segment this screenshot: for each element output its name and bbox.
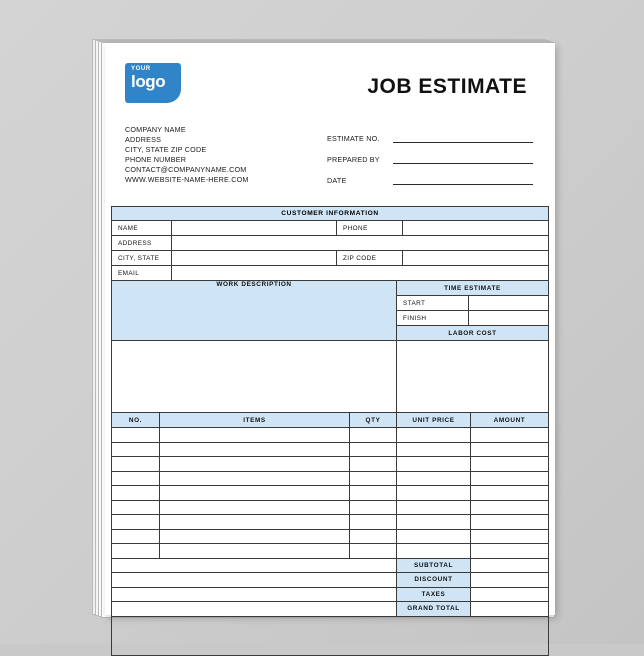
meta-label: PREPARED BY	[327, 155, 380, 164]
meta-row-date	[327, 175, 539, 185]
cell-qty[interactable]	[350, 471, 397, 486]
cell-unit-price[interactable]	[397, 428, 471, 443]
field-label-phone: PHONE	[337, 221, 403, 236]
customer-address-input[interactable]	[172, 236, 549, 251]
cell-unit-price[interactable]	[397, 529, 471, 544]
work-and-time-table	[111, 280, 549, 413]
table-row	[112, 471, 549, 486]
totals-spacer	[112, 558, 397, 573]
date-input[interactable]	[393, 175, 533, 185]
cell-qty[interactable]	[350, 457, 397, 472]
cell-amount[interactable]	[471, 515, 549, 530]
estimate-no-input[interactable]	[393, 133, 533, 143]
cell-qty[interactable]	[350, 515, 397, 530]
line-items-body	[112, 428, 549, 559]
form-header	[111, 49, 549, 103]
table-row	[112, 341, 549, 413]
customer-information-heading: CUSTOMER INFORMATION	[111, 206, 549, 221]
cell-amount[interactable]	[471, 500, 549, 515]
table-row	[112, 266, 549, 281]
cell-item[interactable]	[160, 442, 350, 457]
field-label-start: START	[397, 296, 469, 311]
time-start-input[interactable]	[469, 296, 549, 311]
page-title: JOB ESTIMATE	[367, 75, 527, 98]
prepared-by-input[interactable]	[393, 154, 533, 164]
cell-no[interactable]	[112, 428, 160, 443]
cell-qty[interactable]	[350, 428, 397, 443]
logo-line-2: logo	[131, 72, 166, 91]
cell-amount[interactable]	[471, 457, 549, 472]
customer-phone-input[interactable]	[403, 221, 549, 236]
company-logo	[125, 63, 181, 103]
column-header-no: NO.	[112, 413, 160, 428]
table-row	[112, 544, 549, 559]
cell-qty[interactable]	[350, 442, 397, 457]
cell-item[interactable]	[160, 515, 350, 530]
cell-unit-price[interactable]	[397, 500, 471, 515]
cell-no[interactable]	[112, 486, 160, 501]
column-header-unit-price: UNIT PRICE	[397, 413, 471, 428]
cell-amount[interactable]	[471, 529, 549, 544]
totals-spacer	[112, 587, 397, 602]
meta-label: ESTIMATE NO.	[327, 134, 380, 143]
cell-no[interactable]	[112, 544, 160, 559]
totals-label-taxes: TAXES	[397, 587, 471, 602]
field-label-zip-code: ZIP CODE	[337, 251, 403, 266]
column-header-qty: QTY	[350, 413, 397, 428]
table-row	[112, 221, 549, 236]
cell-no[interactable]	[112, 442, 160, 457]
cell-no[interactable]	[112, 457, 160, 472]
cell-no[interactable]	[112, 529, 160, 544]
table-row	[112, 251, 549, 266]
customer-email-input[interactable]	[172, 266, 549, 281]
customer-city-state-input[interactable]	[172, 251, 337, 266]
cell-item[interactable]	[160, 529, 350, 544]
estimate-meta-fields	[305, 125, 539, 196]
cell-amount[interactable]	[471, 486, 549, 501]
field-label-city-state: CITY, STATE	[112, 251, 172, 266]
line-items-header-row	[112, 413, 549, 428]
taxes-value[interactable]	[471, 587, 549, 602]
totals-label-discount: DISCOUNT	[397, 573, 471, 588]
customer-zip-input[interactable]	[403, 251, 549, 266]
cell-unit-price[interactable]	[397, 515, 471, 530]
cell-amount[interactable]	[471, 544, 549, 559]
table-row	[112, 486, 549, 501]
cell-qty[interactable]	[350, 544, 397, 559]
meta-label: DATE	[327, 176, 347, 185]
table-row	[112, 587, 549, 602]
cell-no[interactable]	[112, 500, 160, 515]
cell-unit-price[interactable]	[397, 544, 471, 559]
customer-name-input[interactable]	[172, 221, 337, 236]
table-row	[112, 573, 549, 588]
totals-spacer	[112, 573, 397, 588]
cell-amount[interactable]	[471, 428, 549, 443]
cell-unit-price[interactable]	[397, 486, 471, 501]
field-label-finish: FINISH	[397, 311, 469, 326]
cell-item[interactable]	[160, 486, 350, 501]
totals-label-grand-total: GRAND TOTAL	[397, 602, 471, 617]
estimate-form-page	[105, 43, 555, 615]
field-label-address: ADDRESS	[112, 236, 172, 251]
column-header-amount: AMOUNT	[471, 413, 549, 428]
time-estimate-heading: TIME ESTIMATE	[397, 281, 549, 296]
table-row	[112, 515, 549, 530]
cell-unit-price[interactable]	[397, 471, 471, 486]
cell-amount[interactable]	[471, 442, 549, 457]
table-row	[112, 558, 549, 573]
discount-value[interactable]	[471, 573, 549, 588]
company-line: WWW.WEBSITE-NAME-HERE.COM	[125, 175, 249, 184]
company-line: CITY, STATE ZIP CODE	[125, 145, 207, 154]
cell-qty[interactable]	[350, 500, 397, 515]
table-row	[112, 236, 549, 251]
table-row	[112, 428, 549, 443]
cell-amount[interactable]	[471, 471, 549, 486]
time-finish-input[interactable]	[469, 311, 549, 326]
logo-line-1: YOUR	[131, 66, 151, 72]
cell-item[interactable]	[160, 428, 350, 443]
company-and-meta	[111, 103, 549, 206]
work-description-input[interactable]	[112, 341, 397, 413]
table-row	[112, 457, 549, 472]
table-row	[112, 500, 549, 515]
cell-item[interactable]	[160, 471, 350, 486]
table-row	[112, 281, 549, 296]
table-row	[112, 529, 549, 544]
company-line: COMPANY NAME	[125, 125, 186, 134]
company-line: CONTACT@COMPANYNAME.COM	[125, 165, 247, 174]
column-header-items: ITEMS	[160, 413, 350, 428]
field-label-email: EMAIL	[112, 266, 172, 281]
line-items-table	[111, 412, 549, 559]
field-label-name: NAME	[112, 221, 172, 236]
labor-cost-input[interactable]	[397, 341, 549, 413]
cell-unit-price[interactable]	[397, 442, 471, 457]
cell-qty[interactable]	[350, 486, 397, 501]
cell-item[interactable]	[160, 544, 350, 559]
company-line: PHONE NUMBER	[125, 155, 187, 164]
totals-table	[111, 558, 549, 617]
labor-cost-heading: LABOR COST	[397, 326, 549, 341]
cell-unit-price[interactable]	[397, 457, 471, 472]
cell-qty[interactable]	[350, 529, 397, 544]
cell-no[interactable]	[112, 515, 160, 530]
grand-total-value[interactable]	[471, 602, 549, 617]
totals-spacer	[112, 602, 397, 617]
meta-row-estimate-no	[327, 133, 539, 143]
company-line: ADDRESS	[125, 135, 162, 144]
cell-item[interactable]	[160, 500, 350, 515]
cell-no[interactable]	[112, 471, 160, 486]
company-info-block	[125, 125, 305, 196]
form-footer-area	[111, 617, 549, 656]
meta-row-prepared-by	[327, 154, 539, 164]
table-row	[112, 442, 549, 457]
subtotal-value[interactable]	[471, 558, 549, 573]
table-row	[112, 602, 549, 617]
totals-label-subtotal: SUBTOTAL	[397, 558, 471, 573]
cell-item[interactable]	[160, 457, 350, 472]
work-description-heading: WORK DESCRIPTION	[112, 281, 397, 341]
customer-information-table	[111, 220, 549, 281]
